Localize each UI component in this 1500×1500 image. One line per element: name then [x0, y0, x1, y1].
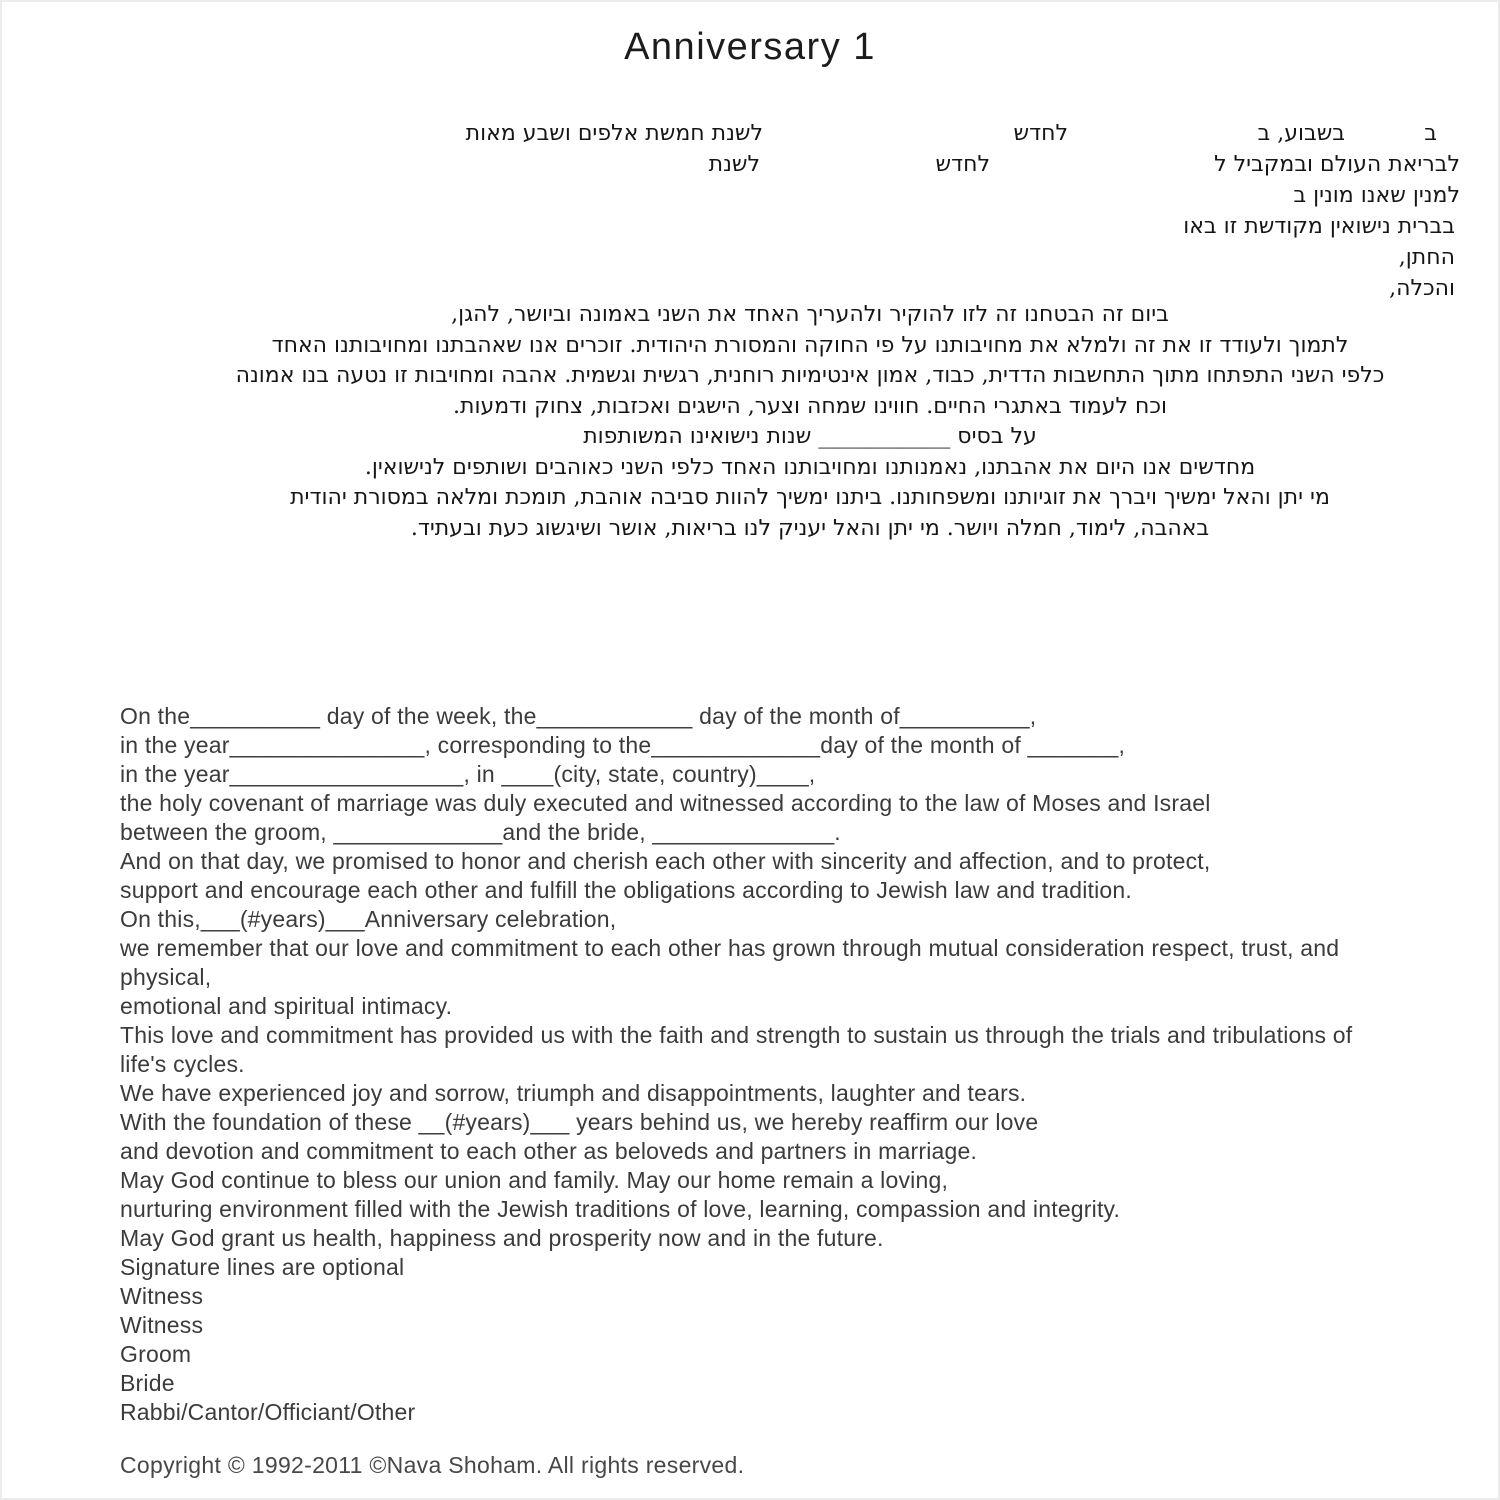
english-line: And on that day, we promised to honor and cherish each other with sincerity and affection, and to protect,: [120, 848, 1211, 874]
signature-line-bride: Bride: [120, 1370, 175, 1396]
english-line: We have experienced joy and sorrow, triumph and disappointments, laughter and tears.: [120, 1080, 1027, 1106]
hebrew-paragraph-line: כלפי השני התפתחו מתוך התחשבות הדדית, כבוד, אמון אינטימיות רוחנית, רגשית וגשמית. אהבה ומחויבות זו נטעה בנו אמונה: [235, 363, 1385, 388]
english-line: emotional and spiritual intimacy.: [120, 993, 453, 1019]
page-title: Anniversary 1: [624, 26, 876, 68]
copyright-notice: Copyright © 1992-2011 ©Nava Shoham. All rights reserved.: [120, 1452, 745, 1478]
english-line: and devotion and commitment to each other as beloveds and partners in marriage.: [120, 1138, 978, 1164]
hebrew-header: [0, 118, 1500, 304]
signature-line-witness-1: Witness: [120, 1283, 204, 1309]
hebrew-covenant-line: [0, 211, 1500, 242]
hebrew-count-line: [0, 180, 1500, 211]
signature-line-officiant: Rabbi/Cantor/Officiant/Other: [120, 1399, 416, 1425]
english-text: [120, 702, 1440, 1427]
hebrew-groom-line: [0, 242, 1500, 273]
hebrew-paragraph-line: ביום זה הבטחנו זה לזו להוקיר ולהעריך האחד את השני באמונה וביושר, להגן,: [451, 302, 1169, 327]
hebrew-creation-label: לבריאת העולם ובמקביל ל: [1214, 152, 1460, 177]
hebrew-day-prefix: ב: [1424, 121, 1437, 146]
english-line: between the groom, _____________and the bride, ______________.: [120, 819, 841, 845]
hebrew-week-label: בשבוע, ב: [1257, 121, 1345, 146]
hebrew-paragraph-line: מחדשים אנו היום את אהבתנו, נאמנותנו ומחויבותנו האחד כלפי השני כאוהבים ושותפים לנישואין.: [364, 454, 1256, 480]
hebrew-paragraph-line: מי יתן והאל ימשיך ויברך את זוגיותנו ומשפחותנו. ביתנו ימשיך להוות סביבה אוהבת, תומכת ומלאה במסורת יהודית: [290, 485, 1330, 510]
hebrew-count-text: למנין שאנו מונין ב: [1293, 183, 1460, 208]
english-line: in the year__________________, in ____(city, state, country)____,: [120, 761, 816, 787]
english-line: the holy covenant of marriage was duly executed and witnessed according to the law of Moses and Israel: [120, 790, 1211, 816]
english-line: in the year_______________, corresponding to the_____________day of the month of _______,: [120, 732, 1126, 758]
hebrew-paragraph: [120, 300, 1500, 544]
hebrew-date-line-2: [0, 149, 1500, 180]
english-line: nurturing environment filled with the Jewish traditions of love, learning, compassion and integrity.: [120, 1196, 1121, 1222]
hebrew-groom-label: החתן,: [1398, 245, 1455, 270]
hebrew-month-label-2: לחדש: [935, 152, 990, 177]
english-line: May God continue to bless our union and family. May our home remain a loving,: [120, 1167, 949, 1193]
english-line: This love and commitment has provided us with the faith and strength to sustain us through the trials and tribulations of: [120, 1022, 1353, 1048]
hebrew-paragraph-line: לתמוך ולעודד זו את זה ולמלא את מחויבותנו על פי החוקה והמסורת היהודית. זוכרים אנו שאהבתנו ומחויבותנו האחד: [271, 332, 1349, 358]
english-line: On this,___(#years)___Anniversary celebration,: [120, 906, 617, 932]
hebrew-paragraph-line: על בסיס ____________ שנות נישואינו המשותפות: [583, 424, 1037, 449]
english-line: On the__________ day of the week, the____________ day of the month of__________,: [120, 703, 1037, 729]
hebrew-covenant-text: בברית נישואין מקודשת זו באו: [1183, 214, 1455, 239]
english-line: we remember that our love and commitment to each other has grown through mutual consideration respect, trust, and: [120, 935, 1340, 961]
english-line: May God grant us health, happiness and prosperity now and in the future.: [120, 1225, 884, 1251]
english-line: life's cycles.: [120, 1051, 245, 1077]
english-line: With the foundation of these __(#years)___ years behind us, we hereby reaffirm our love: [120, 1109, 1039, 1135]
english-line: physical,: [120, 964, 212, 990]
signature-line-witness-2: Witness: [120, 1312, 204, 1338]
hebrew-date-line-1: [0, 118, 1500, 149]
signature-note: Signature lines are optional: [120, 1254, 405, 1280]
hebrew-year-label-2: לשנת: [708, 152, 760, 177]
hebrew-month-label: לחדש: [1013, 121, 1068, 146]
signature-line-groom: Groom: [120, 1341, 192, 1367]
hebrew-paragraph-line: וכח לעמוד באתגרי החיים. חווינו שמחה וצער, הישגים ואכזבות, צחוק ודמעות.: [453, 393, 1167, 419]
hebrew-year-label: לשנת חמשת אלפים ושבע מאות: [465, 121, 763, 146]
hebrew-paragraph-line: באהבה, לימוד, חמלה ויושר. מי יתן והאל יעניק לנו בריאות, אושר ושיגשוג כעת ובעתיד.: [410, 515, 1210, 541]
hebrew-bride-label: והכלה,: [1389, 276, 1455, 301]
english-line: support and encourage each other and fulfill the obligations according to Jewish law and tradition.: [120, 877, 1132, 903]
